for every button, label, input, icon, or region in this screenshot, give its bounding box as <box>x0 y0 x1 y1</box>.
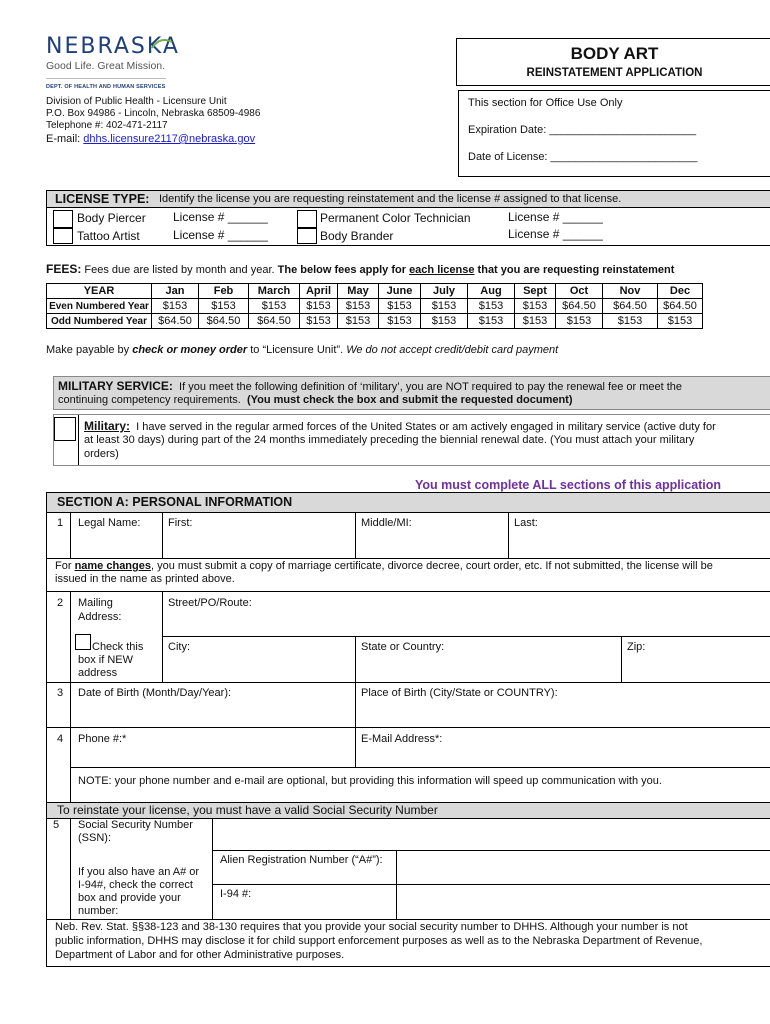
body-brander-label: Body Brander <box>320 229 394 243</box>
military-header: MILITARY SERVICE: If you meet the following definition of ‘military’, you are NOT required to pay the renewal fee or meet the continuing competency requirements. (You must check the box and submit the requested document) <box>53 376 770 410</box>
office-use-box <box>458 90 770 177</box>
military-body: Military: I have served in the regular armed forces of the United States or am actively engaged in military service (active duty for at least 30 days) during part of the 24 months immediately preceding the biennial renewal date. (You must attach your military orders) <box>53 414 770 466</box>
name-change-note: For name changes, you must submit a copy of marriage certificate, divorce decree, court order, etc. If not submitted, the license will be <box>55 560 713 572</box>
license-number-field[interactable]: License # ______ <box>508 210 603 224</box>
email-line: E-mail: dhhs.licensure2117@nebraska.gov <box>46 133 256 145</box>
license-type-header: LICENSE TYPE: Identify the license you are requesting reinstatement and the license # assigned to that license. <box>47 191 770 207</box>
body-piercer-checkbox[interactable] <box>53 210 73 228</box>
body-piercer-label: Body Piercer <box>77 211 146 225</box>
logo-dept: DEPT. OF HEALTH AND HUMAN SERVICES <box>46 84 166 90</box>
expiration-date[interactable]: Expiration Date: ________________________ <box>468 124 697 136</box>
title-box <box>456 38 770 86</box>
city-field[interactable]: City: <box>168 641 190 653</box>
pob-field[interactable]: Place of Birth (City/State or COUNTRY): <box>361 687 558 699</box>
date-of-license[interactable]: Date of License: ________________________ <box>468 151 698 163</box>
alien-number-field[interactable]: Alien Registration Number (“A#”): <box>220 854 383 866</box>
email-link[interactable]: dhhs.licensure2117@nebraska.gov <box>83 133 256 145</box>
license-type-box <box>46 190 770 246</box>
contact-note: NOTE: your phone number and e-mail are optional, but providing this information will speed up communication with you. <box>78 775 662 787</box>
fees-table <box>46 283 703 329</box>
license-number-field[interactable]: License # ______ <box>508 227 603 241</box>
payable-line: Make payable by check or money order to “Licensure Unit”. We do not accept credit/debit card payment <box>46 344 559 356</box>
form-title: BODY ART <box>570 44 659 63</box>
permanent-color-checkbox[interactable] <box>297 210 317 228</box>
logo-divider <box>46 78 166 79</box>
license-number-field[interactable]: License # ______ <box>173 210 268 224</box>
body-brander-checkbox[interactable] <box>297 228 317 244</box>
complete-all-notice: You must complete ALL sections of this application <box>415 478 722 492</box>
new-address-checkbox[interactable] <box>75 634 91 650</box>
section-a-title: SECTION A: PERSONAL INFORMATION <box>57 495 293 509</box>
tattoo-artist-label: Tattoo Artist <box>77 229 140 243</box>
fees-line: FEES: Fees due are listed by month and year. The below fees apply for each license that you are requesting reinstatement <box>46 262 675 276</box>
address-block <box>46 96 260 132</box>
state-field[interactable]: State or Country: <box>361 641 445 653</box>
logo-tagline: Good Life. Great Mission. <box>46 60 166 72</box>
fees-header-row: YEAR Jan Feb March April May June July Aug Sept Oct Nov Dec <box>47 284 703 299</box>
military-checkbox[interactable] <box>54 417 76 441</box>
license-number-field[interactable]: License # ______ <box>173 228 268 242</box>
middle-name-field[interactable]: Middle/MI: <box>361 517 412 529</box>
nebraska-logo: NEBRASKA <box>46 34 180 59</box>
last-name-field[interactable]: Last: <box>514 517 538 529</box>
logo-swoosh-icon <box>150 36 174 50</box>
fees-even-row: Even Numbered Year $153 $153 $153 $153 $153 $153 $153 $153 $153 $64.50 $64.50 $64.50 <box>47 299 703 314</box>
division: Division of Public Health - Licensure Unit <box>46 96 227 107</box>
zip-field[interactable]: Zip: <box>627 641 646 653</box>
i94-field[interactable]: I-94 #: <box>220 888 252 900</box>
first-name-field[interactable]: First: <box>168 517 193 529</box>
email-address-field[interactable]: E-Mail Address*: <box>361 733 443 745</box>
form-subtitle: REINSTATEMENT APPLICATION <box>526 67 703 79</box>
street-field[interactable]: Street/PO/Route: <box>168 597 252 609</box>
office-heading: This section for Office Use Only <box>468 97 623 109</box>
permanent-color-label: Permanent Color Technician <box>320 211 471 225</box>
telephone: Telephone #: 402-471-2117 <box>46 120 168 131</box>
dob-field[interactable]: Date of Birth (Month/Day/Year): <box>78 687 232 699</box>
tattoo-artist-checkbox[interactable] <box>53 228 73 244</box>
po-box: P.O. Box 94986 - Lincoln, Nebraska 68509-4986 <box>46 108 261 119</box>
fees-odd-row: Odd Numbered Year $64.50 $64.50 $64.50 $153 $153 $153 $153 $153 $153 $153 $153 $153 <box>47 314 703 329</box>
phone-field[interactable]: Phone #:* <box>78 733 127 745</box>
ssn-statute: Neb. Rev. Stat. §§38-123 and 38-130 requires that you provide your social security number to DHHS. Although your number is not <box>55 921 688 933</box>
